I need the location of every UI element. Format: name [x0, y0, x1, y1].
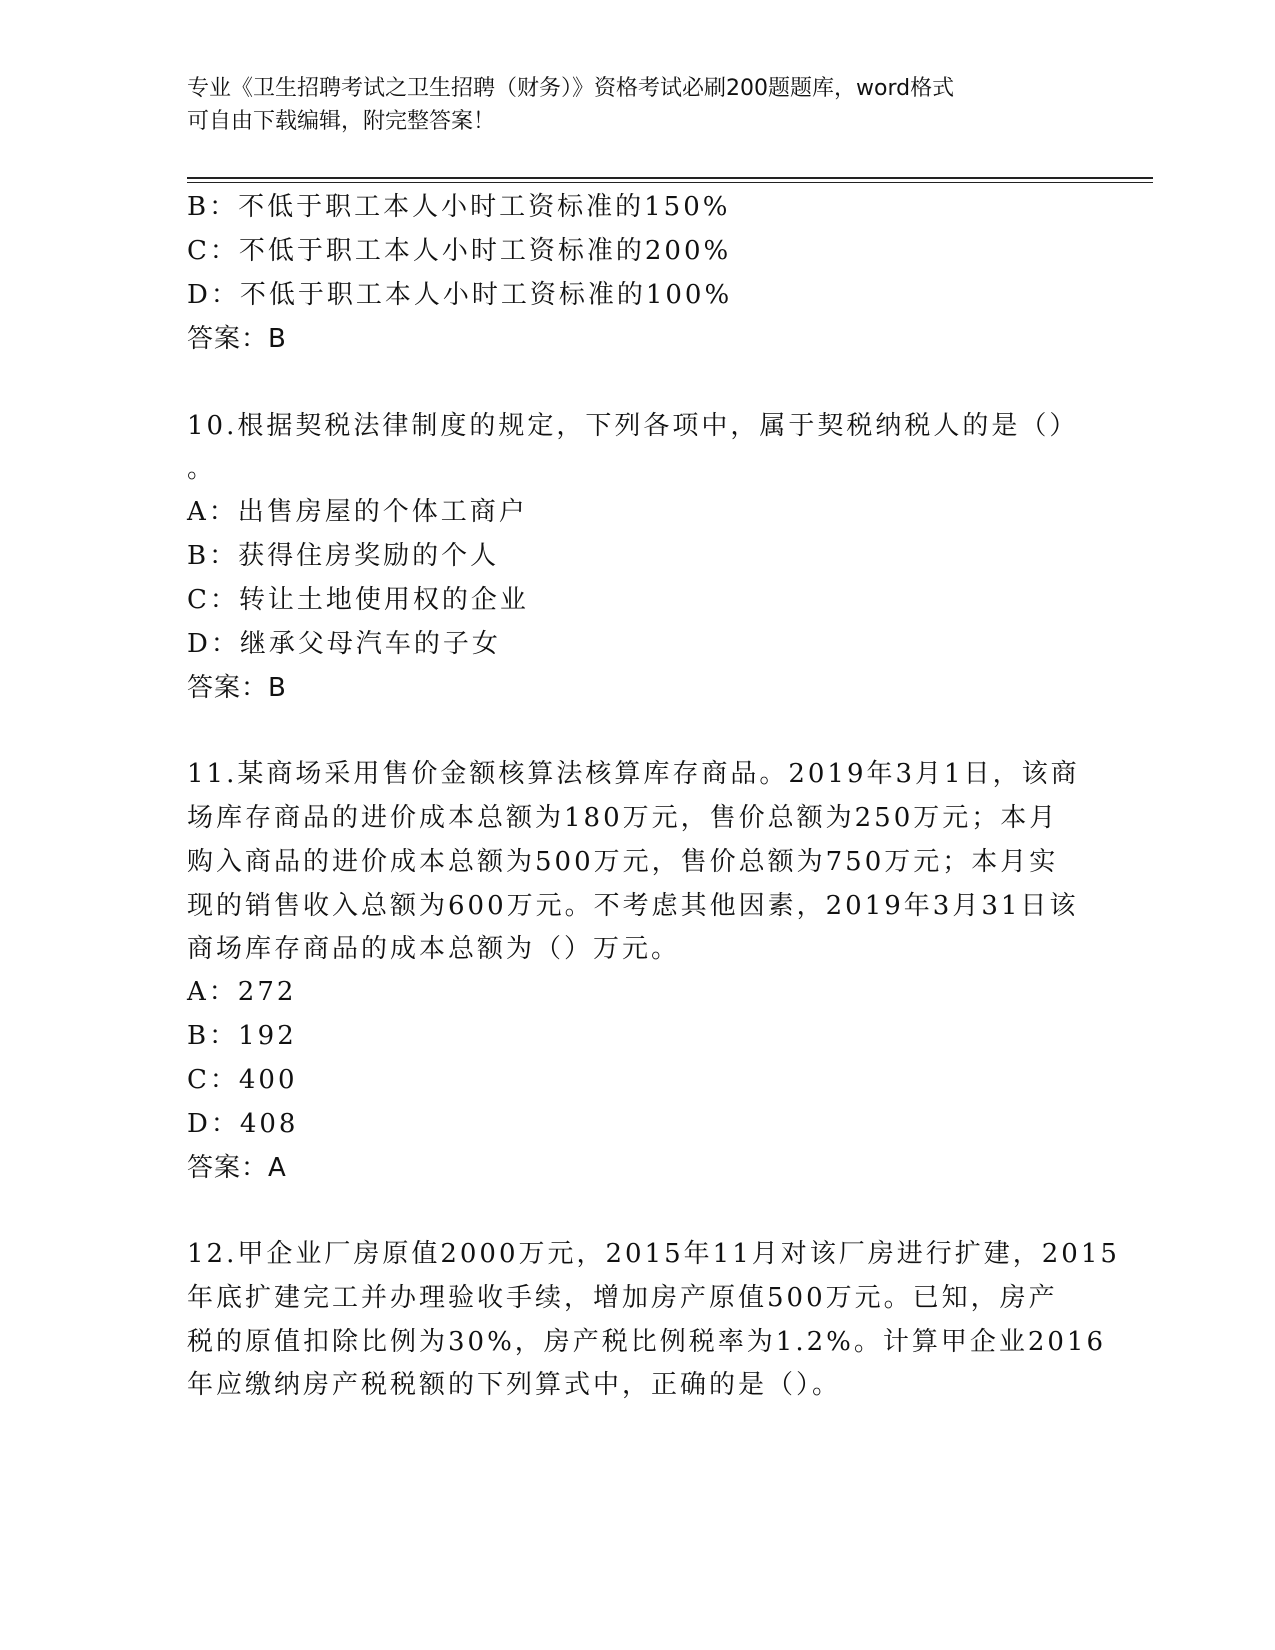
- question-stem: 12.甲企业厂房原值2000万元，2015年11月对该厂房进行扩建，2015: [187, 1239, 1120, 1269]
- option-line: C：转让土地使用权的企业: [187, 585, 529, 615]
- header-divider: [187, 182, 1153, 183]
- option-line: C：400: [187, 1065, 298, 1095]
- option-line: A：出售房屋的个体工商户: [187, 497, 528, 527]
- question-stem: 现的销售收入总额为600万元。不考虑其他因素，2019年3月31日该: [187, 891, 1079, 921]
- question-stem: 商场库存商品的成本总额为（）万元。: [187, 934, 681, 964]
- answer-line: 答案：B: [187, 673, 287, 703]
- document-header: [187, 72, 1067, 138]
- question-stem: 。: [187, 454, 217, 484]
- option-line: D：继承父母汽车的子女: [187, 629, 501, 659]
- option-line: D：408: [187, 1109, 299, 1139]
- header-divider: [187, 177, 1153, 179]
- question-stem: 年应缴纳房产税税额的下列算式中，正确的是（）。: [187, 1370, 842, 1400]
- question-stem: 年底扩建完工并办理验收手续，增加房产原值500万元。已知，房产: [187, 1283, 1058, 1313]
- question-stem: 场库存商品的进价成本总额为180万元，售价总额为250万元；本月: [187, 803, 1059, 833]
- option-line: B：不低于职工本人小时工资标准的150%: [187, 192, 731, 222]
- question-stem: 税的原值扣除比例为30%，房产税比例税率为1.2%。计算甲企业2016: [187, 1327, 1107, 1357]
- option-line: B：192: [187, 1021, 297, 1051]
- question-stem: 购入商品的进价成本总额为500万元，售价总额为750万元；本月实: [187, 847, 1059, 877]
- answer-line: 答案：B: [187, 324, 287, 354]
- header-line: 专业《卫生招聘考试之卫生招聘（财务）》资格考试必刷200题题库，word格式: [187, 76, 955, 101]
- option-line: D：不低于职工本人小时工资标准的100%: [187, 280, 733, 310]
- option-line: C：不低于职工本人小时工资标准的200%: [187, 236, 732, 266]
- question-stem: 11.某商场采用售价金额核算法核算库存商品。2019年3月1日，该商: [187, 759, 1080, 789]
- answer-line: 答案：A: [187, 1153, 287, 1183]
- question-stem: 10.根据契税法律制度的规定，下列各项中，属于契税纳税人的是（）: [187, 411, 1079, 441]
- option-line: A：272: [187, 977, 297, 1007]
- option-line: B：获得住房奖励的个人: [187, 541, 500, 571]
- header-line: 可自由下载编辑，附完整答案！: [187, 109, 496, 134]
